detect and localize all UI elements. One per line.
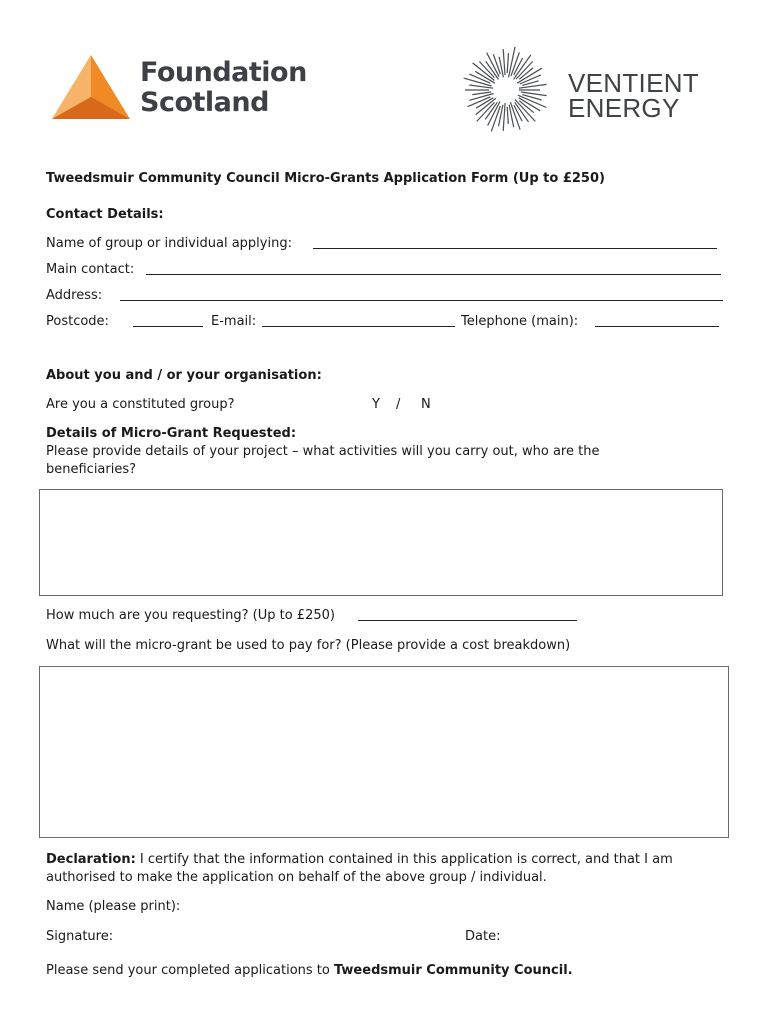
form-title: Tweedsmuir Community Council Micro-Grants Application Form (Up to £250): [46, 171, 605, 186]
signature-label: Signature:: [46, 929, 114, 944]
declaration-body: I certify that the information contained in this application is correct, and that I am: [135, 852, 673, 867]
cost-breakdown-box[interactable]: [39, 666, 729, 838]
sunburst-ray: [472, 92, 491, 95]
amount-requested-label: How much are you requesting? (Up to £250): [46, 608, 335, 623]
sunburst-ray: [507, 53, 508, 73]
postcode-label: Postcode:: [46, 314, 109, 329]
ventient-logo-line2: ENERGY: [568, 93, 680, 123]
email-label: E-mail:: [211, 314, 257, 329]
contact-details-heading: Contact Details:: [46, 207, 164, 222]
address-field[interactable]: [120, 300, 723, 301]
print-name-label: Name (please print):: [46, 899, 181, 914]
submission-instructions: [46, 963, 573, 979]
declaration-text: [46, 852, 673, 868]
project-details-box[interactable]: [39, 489, 723, 596]
submission-text: Please send your completed applications to: [46, 963, 334, 978]
main-contact-label: Main contact:: [46, 262, 135, 277]
foundation-logo-line1: Foundation: [140, 57, 307, 88]
constituted-no-option[interactable]: N: [421, 397, 431, 412]
amount-requested-field[interactable]: [358, 620, 577, 621]
date-label: Date:: [465, 929, 501, 944]
about-heading: About you and / or your organisation:: [46, 368, 322, 383]
details-heading: Details of Micro-Grant Requested:: [46, 426, 297, 441]
group-name-field[interactable]: [313, 248, 717, 249]
constituted-group-label: Are you a constituted group?: [46, 397, 235, 412]
sunburst-ray: [507, 107, 508, 124]
address-label: Address:: [46, 288, 103, 303]
submission-recipient: Tweedsmuir Community Council.: [333, 963, 573, 978]
declaration-heading: Declaration:: [46, 852, 136, 867]
email-field[interactable]: [262, 326, 455, 327]
constituted-separator: /: [396, 397, 401, 412]
foundation-scotland-logo: [48, 48, 308, 123]
telephone-field[interactable]: [595, 326, 719, 327]
postcode-field[interactable]: [133, 326, 203, 327]
sunburst-icon: [456, 42, 556, 137]
foundation-logo-line2: Scotland: [140, 87, 269, 118]
ventient-energy-logo: [456, 42, 699, 137]
sunburst-ray: [522, 95, 541, 100]
details-description-cont: beneficiaries?: [46, 462, 137, 477]
telephone-label: Telephone (main):: [461, 314, 579, 329]
sunburst-ray: [515, 100, 535, 122]
constituted-yes-option[interactable]: Y: [372, 397, 380, 412]
details-description: Please provide details of your project – what activities will you carry out, who are the: [46, 444, 600, 459]
sunburst-ray: [499, 57, 503, 78]
declaration-text-cont: authorised to make the application on behalf of the above group / individual.: [46, 870, 547, 885]
group-name-label: Name of group or individual applying:: [46, 236, 292, 251]
ventient-logo-line1: VENTIENT: [568, 68, 699, 98]
main-contact-field[interactable]: [146, 274, 721, 275]
foundation-pyramid-icon: [50, 53, 132, 121]
sunburst-ray: [503, 49, 505, 75]
usage-label: What will the micro-grant be used to pay for? (Please provide a cost breakdown): [46, 638, 571, 653]
sunburst-ray: [503, 103, 505, 131]
